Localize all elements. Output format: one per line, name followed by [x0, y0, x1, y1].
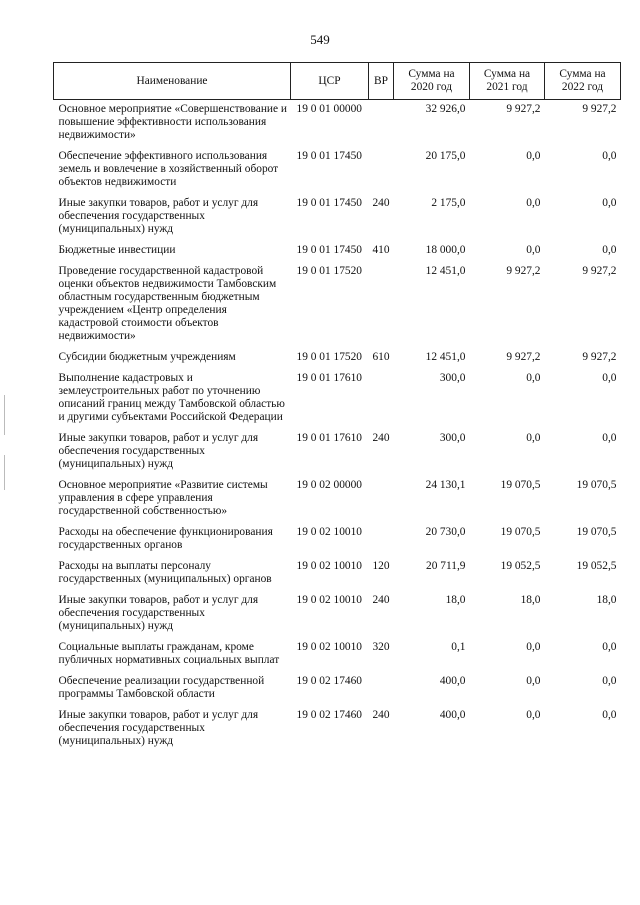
- cell-csr: 19 0 01 17450: [296, 244, 362, 256]
- cell-sum-2021: 0,0: [526, 150, 541, 162]
- cell-sum-2022: 9 927,2: [582, 103, 617, 115]
- cell-sum-2021: 0,0: [526, 709, 541, 721]
- cell-sum-2021: 0,0: [526, 675, 541, 687]
- cell-sum-2021: 9 927,2: [506, 265, 541, 277]
- cell-vr: [369, 523, 394, 557]
- cell-csr: 19 0 01 17610: [296, 432, 362, 444]
- cell-sum-2021: 19 052,5: [500, 560, 541, 572]
- cell-sum-2022: 0,0: [602, 432, 617, 444]
- cell-csr: 19 0 02 10010: [296, 526, 362, 538]
- cell-sum-2020: 24 130,1: [425, 479, 466, 491]
- cell-name: Основное мероприятие «Совершенствование и повышение эффективности использования недвижимости»: [58, 103, 288, 141]
- cell-name: Иные закупки товаров, работ и услуг для обеспечения государственных (муниципальных) нужд: [58, 594, 259, 632]
- cell-sum-2021: 0,0: [526, 432, 541, 444]
- cell-csr: 19 0 02 17460: [296, 675, 362, 687]
- header-sum-2021: Сумма на 2021 год: [470, 63, 545, 100]
- cell-sum-2020: 12 451,0: [425, 351, 466, 363]
- cell-sum-2021: 9 927,2: [506, 351, 541, 363]
- cell-sum-2022: 19 052,5: [576, 560, 617, 572]
- cell-vr: [369, 369, 394, 429]
- cell-sum-2022: 0,0: [602, 675, 617, 687]
- cell-sum-2020: 12 451,0: [425, 265, 466, 277]
- cell-csr: 19 0 02 17460: [296, 709, 362, 721]
- cell-vr: 320: [372, 641, 390, 653]
- table-row: [54, 194, 621, 241]
- table-row: [54, 100, 621, 148]
- cell-name: Обеспечение эффективного использования земель и вовлечение в хозяйственный оборот объектов недвижимости: [58, 150, 279, 188]
- cell-sum-2021: 9 927,2: [506, 103, 541, 115]
- page-number: 549: [310, 32, 330, 47]
- cell-csr: 19 0 01 17520: [296, 265, 362, 277]
- table-row: [54, 638, 621, 672]
- cell-csr: 19 0 02 10010: [296, 560, 362, 572]
- cell-sum-2020: 32 926,0: [425, 103, 466, 115]
- cell-sum-2020: 20 711,9: [426, 560, 466, 572]
- cell-name: Иные закупки товаров, работ и услуг для обеспечения государственных (муниципальных) нужд: [58, 432, 259, 470]
- cell-vr: 240: [372, 709, 390, 721]
- cell-vr: [369, 100, 394, 148]
- cell-csr: 19 0 01 00000: [296, 103, 362, 115]
- cell-vr: 410: [372, 244, 390, 256]
- cell-sum-2021: 19 070,5: [500, 526, 541, 538]
- header-name: Наименование: [54, 63, 291, 100]
- cell-sum-2021: 0,0: [526, 244, 541, 256]
- cell-sum-2020: 20 730,0: [425, 526, 466, 538]
- cell-name: Выполнение кадастровых и землеустроительных работ по уточнению описаний границ между Тамбовской областью и другими субъектами Российской Федерации: [58, 372, 285, 423]
- table-row: [54, 429, 621, 476]
- cell-vr: 240: [372, 594, 390, 606]
- cell-sum-2022: 0,0: [602, 150, 617, 162]
- cell-sum-2022: 0,0: [602, 197, 617, 209]
- cell-sum-2020: 0,1: [451, 641, 466, 653]
- cell-sum-2022: 0,0: [602, 709, 617, 721]
- scan-edge-mark: [4, 395, 5, 435]
- cell-name: Расходы на выплаты персоналу государственных (муниципальных) органов: [58, 560, 272, 585]
- cell-sum-2022: 0,0: [602, 244, 617, 256]
- cell-vr: [369, 476, 394, 523]
- cell-sum-2020: 20 175,0: [425, 150, 466, 162]
- cell-name: Основное мероприятие «Развитие системы управления в сфере управления государственной собственностью»: [58, 479, 268, 517]
- table-row: [54, 523, 621, 557]
- cell-name: Расходы на обеспечение функционирования государственных органов: [58, 526, 273, 551]
- cell-csr: 19 0 01 17520: [296, 351, 362, 363]
- table-header-row: [54, 63, 621, 100]
- header-vr: ВР: [369, 63, 394, 100]
- cell-sum-2020: 400,0: [439, 709, 466, 721]
- cell-sum-2020: 300,0: [439, 432, 466, 444]
- table-row: [54, 557, 621, 591]
- cell-sum-2021: 0,0: [526, 197, 541, 209]
- table-row: [54, 262, 621, 348]
- budget-table: [53, 62, 621, 753]
- table-row: [54, 241, 621, 262]
- cell-sum-2022: 19 070,5: [576, 526, 617, 538]
- cell-sum-2020: 300,0: [439, 372, 466, 384]
- cell-sum-2020: 400,0: [439, 675, 466, 687]
- header-csr: ЦСР: [291, 63, 369, 100]
- header-sum-2020: Сумма на 2020 год: [394, 63, 470, 100]
- cell-csr: 19 0 01 17610: [296, 372, 362, 384]
- cell-sum-2022: 0,0: [602, 641, 617, 653]
- table-row: [54, 476, 621, 523]
- table-row: [54, 706, 621, 753]
- cell-sum-2021: 0,0: [526, 641, 541, 653]
- cell-sum-2022: 0,0: [602, 372, 617, 384]
- cell-sum-2022: 9 927,2: [582, 351, 617, 363]
- cell-sum-2022: 9 927,2: [582, 265, 617, 277]
- table-row: [54, 591, 621, 638]
- cell-vr: 120: [372, 560, 390, 572]
- header-sum-2022: Сумма на 2022 год: [545, 63, 621, 100]
- cell-sum-2020: 2 175,0: [431, 197, 466, 209]
- cell-sum-2020: 18,0: [445, 594, 466, 606]
- cell-csr: 19 0 01 17450: [296, 197, 362, 209]
- cell-name: Социальные выплаты гражданам, кроме публичных нормативных социальных выплат: [58, 641, 280, 666]
- table-row: [54, 672, 621, 706]
- table-row: [54, 348, 621, 369]
- table-row: [54, 147, 621, 194]
- cell-csr: 19 0 01 17450: [296, 150, 362, 162]
- cell-name: Иные закупки товаров, работ и услуг для обеспечения государственных (муниципальных) нужд: [58, 197, 259, 235]
- cell-sum-2022: 18,0: [596, 594, 617, 606]
- cell-vr: 240: [372, 197, 390, 209]
- cell-vr: [369, 672, 394, 706]
- scan-edge-mark: [4, 455, 5, 490]
- cell-csr: 19 0 02 10010: [296, 594, 362, 606]
- cell-csr: 19 0 02 00000: [296, 479, 362, 491]
- cell-csr: 19 0 02 10010: [296, 641, 362, 653]
- cell-vr: 610: [372, 351, 390, 363]
- cell-name: Обеспечение реализации государственной программы Тамбовской области: [58, 675, 265, 700]
- cell-name: Бюджетные инвестиции: [58, 244, 176, 256]
- cell-vr: [369, 147, 394, 194]
- cell-name: Субсидии бюджетным учреждениям: [58, 351, 236, 363]
- cell-sum-2020: 18 000,0: [425, 244, 466, 256]
- cell-name: Проведение государственной кадастровой оценки объектов недвижимости Тамбовским областным государственным бюджетным учреждением «Центр определения кадастровой стоимости объектов недвижимости»: [58, 265, 277, 342]
- cell-vr: [369, 262, 394, 348]
- cell-sum-2021: 0,0: [526, 372, 541, 384]
- cell-vr: 240: [372, 432, 390, 444]
- cell-sum-2022: 19 070,5: [576, 479, 617, 491]
- cell-name: Иные закупки товаров, работ и услуг для обеспечения государственных (муниципальных) нужд: [58, 709, 259, 747]
- cell-sum-2021: 18,0: [520, 594, 541, 606]
- table-row: [54, 369, 621, 429]
- cell-sum-2021: 19 070,5: [500, 479, 541, 491]
